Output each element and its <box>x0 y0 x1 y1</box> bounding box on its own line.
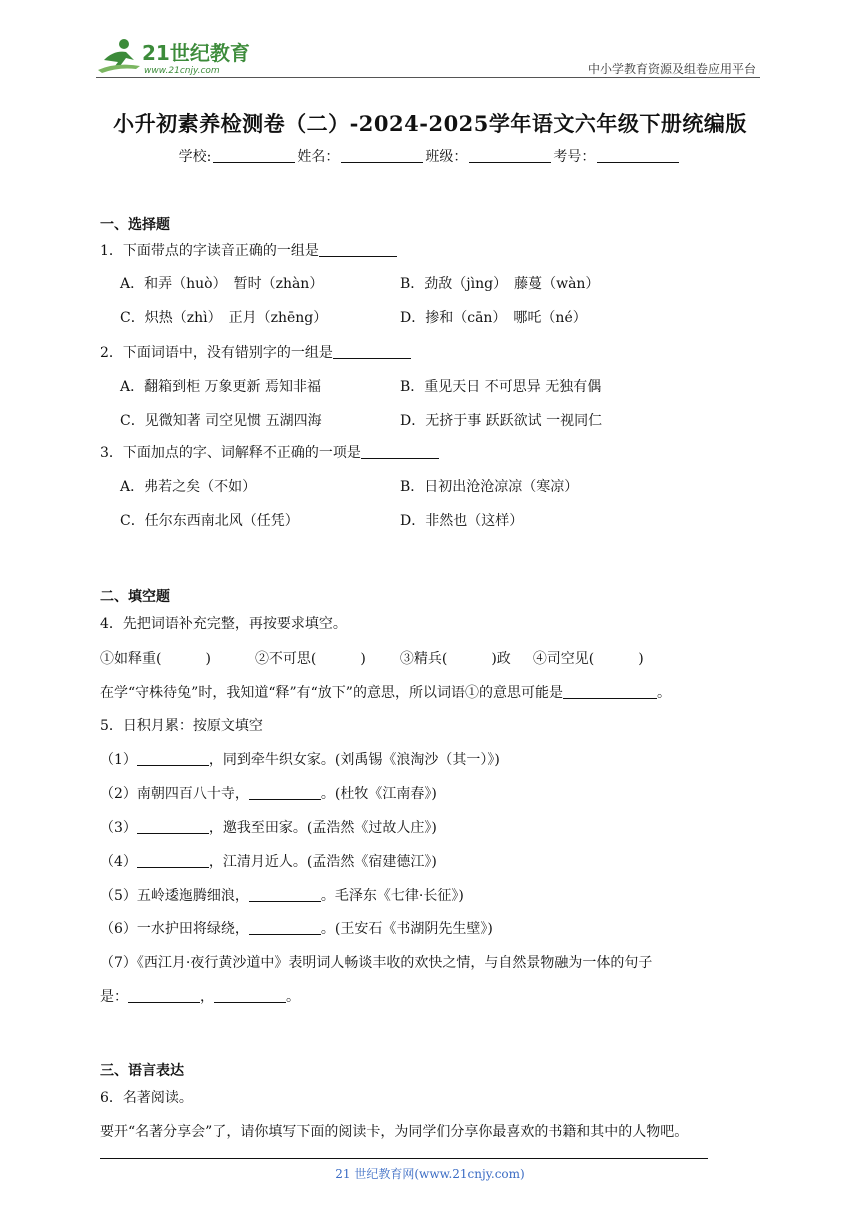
section-fill-heading: 二、填空题 <box>100 589 170 605</box>
question-5-stem: 5．日积月累：按原文填空 <box>100 718 263 734</box>
site-logo <box>96 36 266 78</box>
q4-word-3: ③精兵( <box>399 651 448 667</box>
q5-line-7-answer <box>100 986 300 1006</box>
q5-l6-blank[interactable] <box>249 920 321 935</box>
logo-url: www.21cnjy.com <box>144 66 220 76</box>
q5-l5-blank[interactable] <box>249 887 321 902</box>
q5-l1-suffix: ，同到牵牛织女家。(刘禹锡《浪淘沙（其一）》) <box>208 752 500 768</box>
q4-word-3-end: )政 <box>491 651 511 667</box>
platform-name: 中小学教育资源及组卷应用平台 <box>587 62 756 76</box>
name-label: 姓名： <box>297 149 340 165</box>
name-blank[interactable] <box>341 148 423 163</box>
q5-line-7: （7）《西江月·夜行黄沙道中》表明词人畅谈丰收的欢快之情，与自然景物融为一体的句子 <box>100 955 653 971</box>
q5-l2-suffix: 。(杜牧《江南春》) <box>320 786 437 802</box>
q4-sentence-text: 在学“守株待兔”时，我知道“释”有“放下”的意思，所以词语①的意思可能是 <box>100 685 563 701</box>
q5-line-2 <box>100 783 437 803</box>
q5-line-3 <box>100 817 437 837</box>
class-label: 班级： <box>425 149 468 165</box>
question-6-stem: 6．名著阅读。 <box>100 1090 193 1106</box>
q5-l1-blank[interactable] <box>137 751 209 766</box>
exam-no-blank[interactable] <box>597 148 679 163</box>
q4-word-2: ②不可思( <box>254 651 317 667</box>
q2-text: 2．下面词语中，没有错别字的一组是 <box>100 345 333 361</box>
q3-option-b[interactable]: B．日初出沧沧凉凉（寒凉） <box>400 479 579 495</box>
q5-l7-prefix: 是： <box>100 989 128 1005</box>
q1-answer-blank[interactable] <box>319 242 397 257</box>
q5-l4-suffix: ，江清月近人。(孟浩然《宿建德江》) <box>208 854 437 870</box>
q5-l3-prefix: （3） <box>100 820 137 836</box>
school-label: 学校: <box>178 149 212 165</box>
q2-option-a[interactable]: A．翻箱到柜 万象更新 焉知非福 <box>120 379 322 395</box>
q4-word-4-end: ) <box>638 651 644 667</box>
q5-l6-prefix: （6）一水护田将绿绕， <box>100 921 249 937</box>
q5-l7-blank-1[interactable] <box>128 988 200 1003</box>
q6-text: 要开“名著分享会”了，请你填写下面的阅读卡，为同学们分享你最喜欢的书籍和其中的人物吧。 <box>100 1124 689 1140</box>
q5-l6-suffix: 。(王安石《书湖阴先生壁》) <box>320 921 493 937</box>
q5-l2-prefix: （2）南朝四百八十寺， <box>100 786 249 802</box>
q5-line-4 <box>100 851 437 871</box>
q5-l1-prefix: （1） <box>100 752 137 768</box>
page-title: 小升初素养检测卷（二）-2024-2025学年语文六年级下册统编版 <box>113 111 747 136</box>
question-3-stem <box>100 442 439 462</box>
q4-words-row <box>100 648 644 668</box>
q5-l5-prefix: （5）五岭逶迤腾细浪， <box>100 888 249 904</box>
header-divider <box>96 77 760 78</box>
q1-option-c[interactable]: C．炽热（zhì） 正月（zhēng） <box>120 310 328 326</box>
student-info-line <box>0 146 860 166</box>
q4-word-1: ①如释重( <box>100 651 162 667</box>
q4-sentence-end: 。 <box>656 685 671 701</box>
q4-word-2-end: ) <box>360 651 366 667</box>
question-1-stem <box>100 240 397 260</box>
q5-line-6 <box>100 918 493 938</box>
q4-word-1-end: ) <box>205 651 211 667</box>
q3-answer-blank[interactable] <box>361 444 439 459</box>
q5-l3-suffix: ，邀我至田家。(孟浩然《过故人庄》) <box>208 820 437 836</box>
q2-option-c[interactable]: C．见微知著 司空见惯 五湖四海 <box>120 413 322 429</box>
q5-l7-blank-2[interactable] <box>214 988 286 1003</box>
q5-l4-prefix: （4） <box>100 854 137 870</box>
q1-option-a[interactable]: A．和弄（huò） 暂时（zhàn） <box>120 276 324 292</box>
question-2-stem <box>100 342 411 362</box>
q1-option-b[interactable]: B．劲敌（jìng） 藤蔓（wàn） <box>400 276 600 292</box>
q5-line-1 <box>100 749 500 769</box>
q5-l3-blank[interactable] <box>137 819 209 834</box>
exam-no-label: 考号： <box>553 149 596 165</box>
q5-l5-suffix: 。毛泽东《七律·长征》) <box>320 888 464 904</box>
q5-l7-end: 。 <box>286 989 300 1005</box>
q2-option-d[interactable]: D．无挤于事 跃跃欲试 一视同仁 <box>400 413 603 429</box>
runner-logo-icon <box>96 36 266 78</box>
q3-option-d[interactable]: D．非然也（这样） <box>400 513 524 529</box>
q3-option-c[interactable]: C．任尔东西南北风（任凭） <box>120 513 299 529</box>
q5-l7-comma: ， <box>200 989 214 1005</box>
section-choice-heading: 一、选择题 <box>100 217 170 233</box>
q4-word-4: ④司空见( <box>532 651 595 667</box>
q3-option-a[interactable]: A．弗若之矣（不如） <box>120 479 257 495</box>
q1-option-d[interactable]: D．掺和（cān） 哪吒（né） <box>400 310 587 326</box>
q1-text: 1．下面带点的字读音正确的一组是 <box>100 243 319 259</box>
q2-option-b[interactable]: B．重见天日 不可思异 无独有偶 <box>400 379 602 395</box>
q2-answer-blank[interactable] <box>333 344 411 359</box>
school-blank[interactable] <box>213 148 295 163</box>
class-blank[interactable] <box>469 148 551 163</box>
q5-line-5 <box>100 885 464 905</box>
q4-sentence <box>100 682 671 702</box>
q5-l4-blank[interactable] <box>137 853 209 868</box>
q4-sentence-blank[interactable] <box>563 684 657 699</box>
section-expression-heading: 三、语言表达 <box>100 1063 184 1079</box>
footer-divider <box>100 1158 708 1159</box>
logo-text: 21世纪教育 <box>142 41 250 65</box>
q5-l2-blank[interactable] <box>249 785 321 800</box>
question-4-stem: 4．先把词语补充完整，再按要求填空。 <box>100 616 347 632</box>
q3-text: 3．下面加点的字、词解释不正确的一项是 <box>100 445 361 461</box>
footer-link[interactable]: 21 世纪教育网(www.21cnjy.com) <box>335 1167 525 1181</box>
